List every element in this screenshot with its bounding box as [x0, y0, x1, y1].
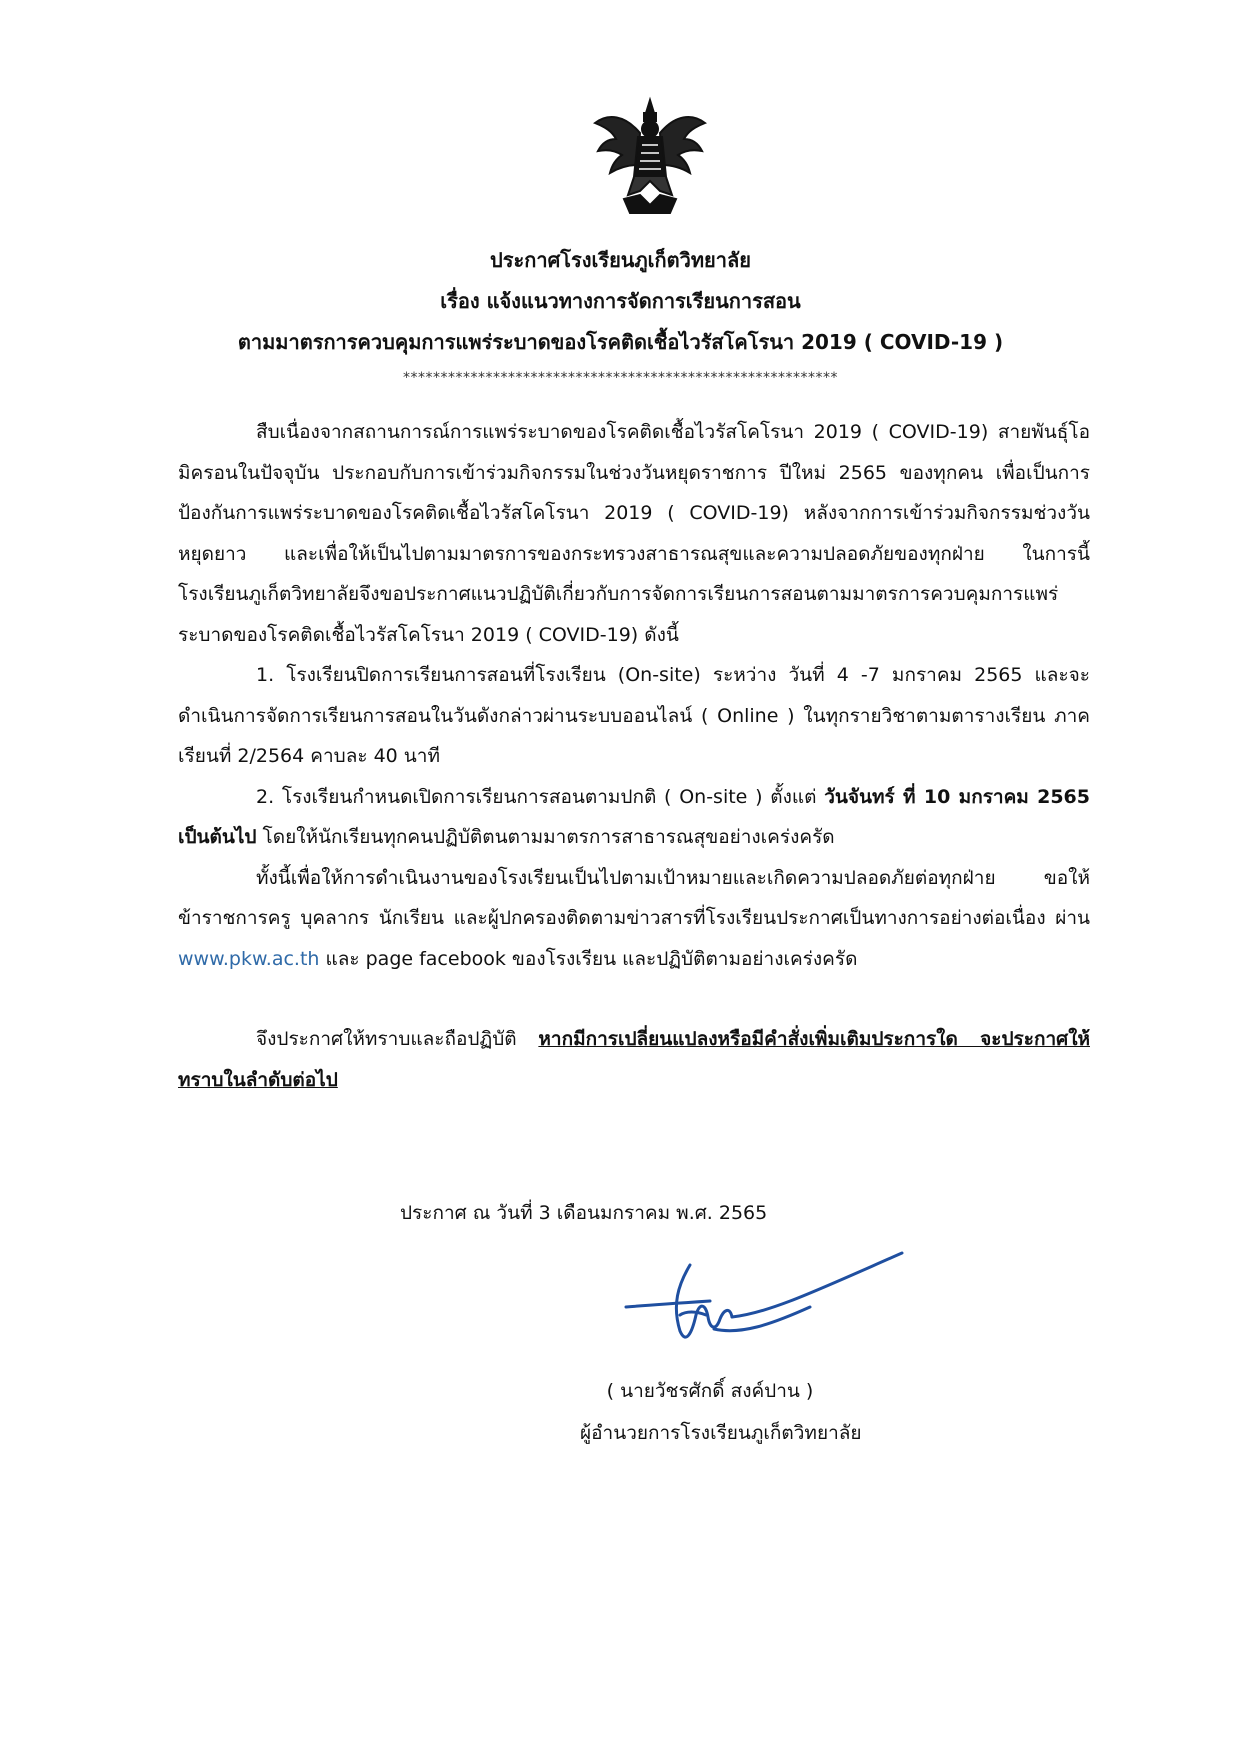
item2-tail: โดยให้นักเรียนทุกคนปฏิบัติตนตามมาตรการสาธารณสุขอย่างเคร่งครัด: [256, 826, 835, 848]
garuda-emblem-icon: [590, 95, 710, 220]
closing-emphasis: หากมีการเปลี่ยนแปลงหรือมีคำสั่งเพิ่มเติมประการใด จะประกาศให้ทราบในลำดับต่อไป: [178, 1028, 1090, 1091]
header-line-measures: ตามมาตรการควบคุมการแพร่ระบาดของโรคติดเชื้อไวรัสโคโรนา 2019 ( COVID-19 ): [237, 330, 1004, 354]
signer-block: [580, 1370, 862, 1454]
item2-reopen-date: วันจันทร์ ที่ 10 มกราคม 2565 เป็นต้นไป: [178, 785, 1091, 848]
header-separator: **********************************************************: [403, 370, 838, 386]
item2-text: 2. โรงเรียนกำหนดเปิดการเรียนการสอนตามปกติ ( On-site ) ตั้งแต่: [256, 785, 825, 808]
intro-paragraph: สืบเนื่องจากสถานการณ์การแพร่ระบาดของโรคติดเชื้อไวรัสโคโรนา 2019 ( COVID-19) สายพันธุ์โอมิครอนในปัจจุบัน ประกอบกับการเข้าร่วมกิจกรรมในช่วงวันหยุดราชการ ปีใหม่ 2565 ของทุกคน เพื่อเป็นการป้องกันการแพร่ระบาดของโรคติดเชื้อไวรัสโคโรนา 2019 ( COVID-19) หลังจากการเข้าร่วมกิจกรรมช่วงวันหยุดยาว และเพื่อให้เป็นไปตามมาตรการของกระทรวงสาธารณสุขและความปลอดภัยของทุกฝ่าย ในการนี้โรงเรียนภูเก็ตวิทยาลัยจึงขอประกาศแนวปฏิบัติเกี่ยวกับการจัดการเรียนการสอนตามมาตรการควบคุมการแพร่ระบาดของโรคติดเชื้อไวรัสโคโรนา 2019 ( COVID-19) ดังนี้: [178, 421, 1090, 646]
announcement-date: ประกาศ ณ วันที่ 3 เดือนมกราคม พ.ศ. 2565: [400, 1202, 768, 1224]
measure-item-2: [178, 777, 1090, 858]
measure-item-1: 1. โรงเรียนปิดการเรียนการสอนที่โรงเรียน (On-site) ระหว่าง วันที่ 4 -7 มกราคม 2565 และจะดำเนินการจัดการเรียนการสอนในวันดังกล่าวผ่านระบบออนไลน์ ( Online ) ในทุกรายวิชาตามตารางเรียน ภาคเรียนที่ 2/2564 คาบละ 40 นาที: [178, 664, 1090, 767]
signer-name: ( นายวัชรศักดิ์ สงค์ปาน ): [606, 1380, 814, 1402]
header-line-subject: เรื่อง แจ้งแนวทางการจัดการเรียนการสอน: [440, 289, 801, 313]
spacer: [178, 979, 1090, 1019]
handwritten-signature: [620, 1245, 910, 1365]
followup-paragraph: [178, 858, 1090, 980]
announcement-body: [178, 412, 1090, 1100]
announcement-header: [0, 240, 1241, 363]
closing-text: จึงประกาศให้ทราบและถือปฏิบัติ: [256, 1028, 539, 1050]
header-line-school: ประกาศโรงเรียนภูเก็ตวิทยาลัย: [490, 248, 751, 272]
followup-text: ทั้งนี้เพื่อให้การดำเนินงานของโรงเรียนเป็นไปตามเป้าหมายและเกิดความปลอดภัยต่อทุกฝ่าย ขอให้ข้าราชการครู บุคลากร นักเรียน และผู้ปกครองติดตามข่าวสารที่โรงเรียนประกาศเป็นทางการอย่างต่อเนื่อง ผ่าน: [178, 866, 1090, 929]
followup-tail: และ page facebook ของโรงเรียน และปฏิบัติตามอย่างเคร่งครัด: [319, 947, 858, 970]
signer-title: ผู้อำนวยการโรงเรียนภูเก็ตวิทยาลัย: [580, 1422, 862, 1444]
school-website-link[interactable]: www.pkw.ac.th: [178, 947, 320, 970]
closing-paragraph: [178, 1019, 1090, 1100]
